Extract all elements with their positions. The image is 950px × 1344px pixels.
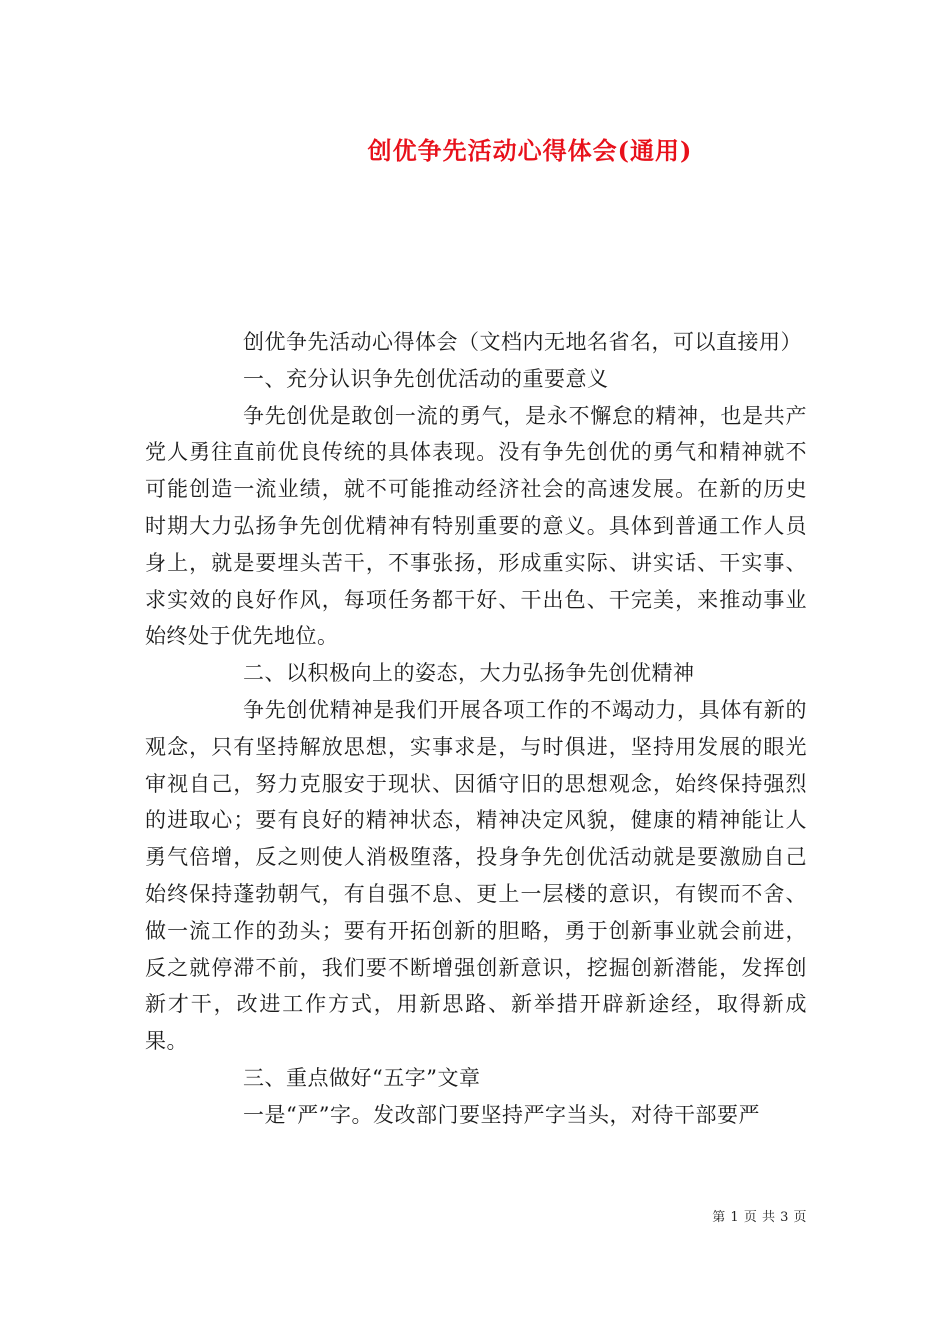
- document-body: [145, 324, 807, 1134]
- paragraph-section-2: 争先创优精神是我们开展各项工作的不竭动力，具体有新的观念，只有坚持解放思想，实事求是，与时俱进，坚持用发展的眼光审视自己，努力克服安于现状、因循守旧的思想观念，始终保持强烈的进取心；要有良好的精神状态，精神决定风貌，健康的精神能让人勇气倍增，反之则使人消极堕落，投身争先创优活动就是要激励自己始终保持蓬勃朝气，有自强不息、更上一层楼的意识，有锲而不舍、做一流工作的劲头；要有开拓创新的胆略，勇于创新事业就会前进，反之就停滞不前，我们要不断增强创新意识，挖掘创新潜能，发挥创新才干，改进工作方式，用新思路、新举措开辟新途经，取得新成果。: [145, 697, 807, 1054]
- section-heading-1: 一、充分认识争先创优活动的重要意义: [243, 366, 609, 391]
- section-heading-3: 三、重点做好“五字”文章: [243, 1065, 481, 1090]
- document-title: 创优争先活动心得体会(通用): [367, 136, 693, 165]
- section-heading-2: 二、以积极向上的姿态，大力弘扬争先创优精神: [243, 661, 695, 686]
- page-number-footer: 第 1 页 共 3 页: [712, 1210, 807, 1225]
- paragraph-intro: 创优争先活动心得体会（文档内无地名省名，可以直接用）: [243, 330, 802, 354]
- paragraph-section-3: 一是“严”字。发改部门要坚持严字当头，对待干部要严: [243, 1102, 760, 1127]
- paragraph-section-1: 争先创优是敢创一流的勇气，是永不懈怠的精神，也是共产党人勇往直前优良传统的具体表现。没有争先创优的勇气和精神就不可能创造一流业绩，就不可能推动经济社会的高速发展。在新的历史时期大力弘扬争先创优精神有特别重要的意义。具体到普通工作人员身上，就是要埋头苦干，不事张扬，形成重实际、讲实话、干实事、求实效的良好作风，每项任务都干好、干出色、干完美，来推动事业始终处于优先地位。: [145, 403, 807, 649]
